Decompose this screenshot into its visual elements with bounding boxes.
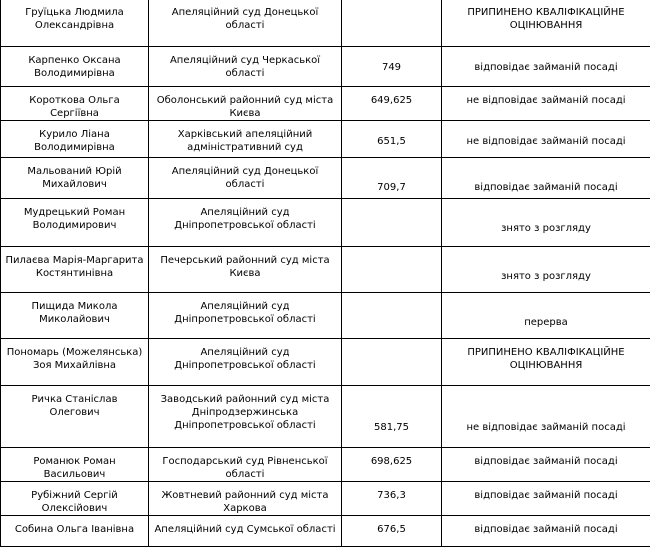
- result: відповідає займаній посаді: [442, 158, 650, 199]
- score: 709,7: [342, 158, 442, 199]
- result: знято з розгляду: [442, 247, 650, 293]
- court-name: Апеляційний суд Дніпропетровської області: [149, 293, 342, 339]
- score: 736,3: [342, 482, 442, 516]
- judge-name: Мудрецький Роман Володимирович: [1, 199, 149, 247]
- result: відповідає займаній посаді: [442, 516, 650, 547]
- table-row: [1, 87, 650, 121]
- score: [342, 0, 442, 47]
- court-name: Апеляційний суд Донецької області: [149, 158, 342, 199]
- result: ПРИПИНЕНО КВАЛІФІКАЦІЙНЕ ОЦІНЮВАННЯ: [442, 0, 650, 47]
- result: відповідає займаній посаді: [442, 448, 650, 482]
- court-name: Печерський районний суд міста Києва: [149, 247, 342, 293]
- court-name: Апеляційний суд Черкаської області: [149, 47, 342, 87]
- score: 649,625: [342, 87, 442, 121]
- result: знято з розгляду: [442, 199, 650, 247]
- result: не відповідає займаній посаді: [442, 121, 650, 158]
- table-row: [1, 293, 650, 339]
- judge-name: Романюк Роман Васильович: [1, 448, 149, 482]
- table-row: [1, 247, 650, 293]
- judge-name: Пономарь (Можелянська) Зоя Михайлівна: [1, 339, 149, 386]
- table-row: [1, 516, 650, 547]
- result: не відповідає займаній посаді: [442, 87, 650, 121]
- table-row: [1, 482, 650, 516]
- judge-name: Карпенко Оксана Володимирівна: [1, 47, 149, 87]
- table-row: [1, 339, 650, 386]
- table-row: [1, 386, 650, 448]
- table-row: [1, 448, 650, 482]
- table-row: [1, 0, 650, 47]
- court-name: Заводський районний суд міста Дніпродзержинська Дніпропетровської області: [149, 386, 342, 448]
- result: перерва: [442, 293, 650, 339]
- court-name: Апеляційний суд Дніпропетровської області: [149, 339, 342, 386]
- judge-name: Пилаєва Марія-Маргарита Костянтинівна: [1, 247, 149, 293]
- table-row: [1, 158, 650, 199]
- judge-name: Рубіжний Сергій Олексійович: [1, 482, 149, 516]
- judge-name: Короткова Ольга Сергіївна: [1, 87, 149, 121]
- court-name: Господарський суд Рівненської області: [149, 448, 342, 482]
- score: 749: [342, 47, 442, 87]
- judge-name: Груїцька Людмила Олександрівна: [1, 0, 149, 47]
- court-name: Апеляційний суд Дніпропетровської області: [149, 199, 342, 247]
- score: 651,5: [342, 121, 442, 158]
- table-row: [1, 199, 650, 247]
- table-row: [1, 47, 650, 87]
- judge-name: Собина Ольга Іванівна: [1, 516, 149, 547]
- table-row: [1, 121, 650, 158]
- court-name: Апеляційний суд Донецької області: [149, 0, 342, 47]
- score: [342, 339, 442, 386]
- judge-name: Ричка Станіслав Олегович: [1, 386, 149, 448]
- score: [342, 293, 442, 339]
- result: відповідає займаній посаді: [442, 47, 650, 87]
- score: [342, 247, 442, 293]
- court-name: Харківський апеляційний адміністративний суд: [149, 121, 342, 158]
- score: [342, 199, 442, 247]
- result: ПРИПИНЕНО КВАЛІФІКАЦІЙНЕ ОЦІНЮВАННЯ: [442, 339, 650, 386]
- judge-name: Мальований Юрій Михайлович: [1, 158, 149, 199]
- judge-name: Пищида Микола Миколайович: [1, 293, 149, 339]
- judge-name: Курило Ліана Володимирівна: [1, 121, 149, 158]
- score: 581,75: [342, 386, 442, 448]
- court-name: Жовтневий районний суд міста Харкова: [149, 482, 342, 516]
- score: 698,625: [342, 448, 442, 482]
- result: відповідає займаній посаді: [442, 482, 650, 516]
- court-name: Апеляційний суд Сумської області: [149, 516, 342, 547]
- score: 676,5: [342, 516, 442, 547]
- court-name: Оболонський районний суд міста Києва: [149, 87, 342, 121]
- result: не відповідає займаній посаді: [442, 386, 650, 448]
